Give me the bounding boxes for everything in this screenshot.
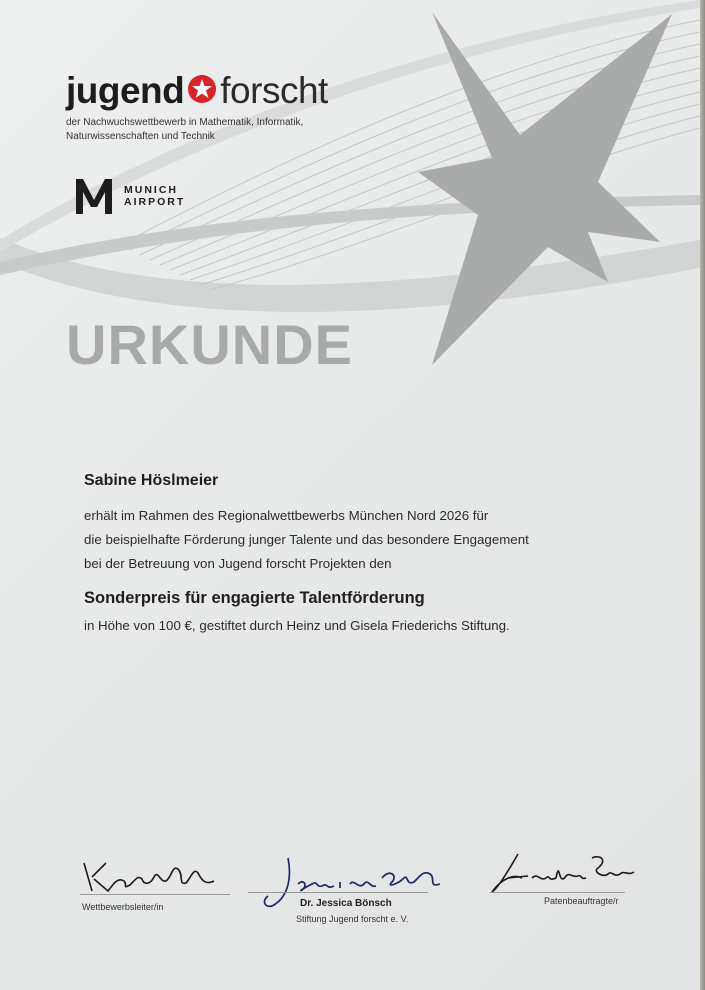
munich-airport-m-icon [74, 176, 114, 216]
red-star-icon [187, 74, 217, 104]
signer-name-center: Dr. Jessica Bönsch [300, 898, 392, 909]
jugend-forscht-logo [66, 72, 336, 144]
prize-description: in Höhe von 100 €, gestiftet durch Heinz und Gisela Friederichs Stiftung. [84, 618, 510, 633]
certificate-body [84, 472, 644, 638]
body-line-2: die beispielhafte Förderung junger Talente und das besondere Engagement [84, 532, 529, 547]
signature-caption-right: Patenbeauftragte/r [544, 896, 619, 906]
logo-word-light: forscht [220, 70, 328, 111]
signature-line-right [490, 892, 625, 893]
handwritten-signature-left [78, 855, 218, 897]
signature-right [488, 848, 638, 898]
signature-left [78, 855, 218, 897]
signature-line-center [248, 892, 428, 893]
handwritten-signature-right [488, 848, 638, 898]
award-name: Sonderpreis für engagierte Talentförderung [84, 589, 425, 607]
certificate-title: URKUNDE [66, 313, 353, 376]
body-line-3: bei der Betreuung von Jugend forscht Projekten den [84, 556, 392, 571]
star-shape [418, 12, 672, 365]
logo-tagline: der Nachwuchswettbewerb in Mathematik, Informatik, Naturwissenschaften und Technik [66, 117, 304, 142]
signature-caption-left: Wettbewerbsleiter/in [82, 902, 164, 912]
recipient-name: Sabine Höslmeier [84, 472, 219, 489]
background-edge [700, 0, 705, 990]
logo-word-bold: jugend [66, 70, 185, 111]
signature-line-left [80, 894, 230, 895]
munich-airport-logo: MUNICH AIRPORT [74, 176, 185, 216]
signature-caption-center: Stiftung Jugend forscht e. V. [296, 914, 409, 924]
body-line-1: erhält im Rahmen des Regionalwettbewerbs München Nord 2026 für [84, 508, 489, 523]
